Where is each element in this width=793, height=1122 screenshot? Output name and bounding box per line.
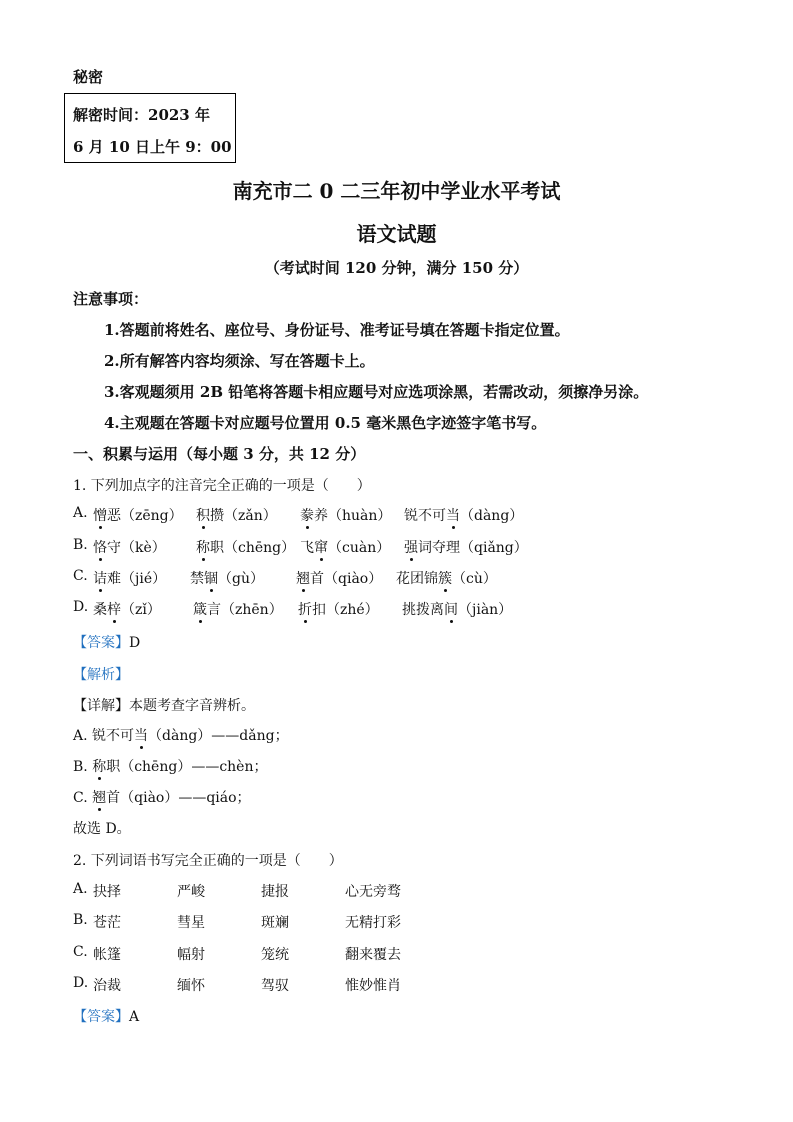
- q1-c-word-3: 翘首（qiào）: [296, 571, 383, 587]
- q2-a-word: 捷报: [261, 884, 289, 900]
- secret-label: 秘密: [73, 68, 104, 86]
- detail-text: 本题考查字音辨析。: [129, 698, 255, 714]
- notice-heading: 注意事项：: [73, 290, 149, 308]
- q1-detail-line-b: B. 称职（chēng）——chèn；: [73, 759, 268, 775]
- q2-c-word: 帐篷: [93, 947, 121, 963]
- q1-analysis-tag: 【解析】: [73, 667, 129, 683]
- q1-answer: [73, 632, 140, 652]
- option-letter: C.: [73, 568, 88, 584]
- q2-c-word: 幅射: [177, 947, 205, 963]
- detail-tag: 【详解】: [73, 698, 129, 714]
- question-2-stem: 2. 下列词语书写完全正确的一项是（ ）: [73, 853, 343, 869]
- q2-a-word: 心无旁骛: [345, 884, 401, 900]
- q2-d-word: 治裁: [93, 978, 121, 994]
- q2-option-c: C.: [73, 944, 88, 960]
- q1-c-word-4: 花团锦簇（cù）: [396, 571, 497, 587]
- q2-b-word: 无精打彩: [345, 915, 401, 931]
- answer-value: A: [129, 1009, 140, 1025]
- notice-item: 2.所有解答内容均须涂、写在答题卡上。: [104, 352, 375, 370]
- section-heading: 一、积累与运用（每小题 3 分，共 12 分）: [73, 445, 366, 463]
- exam-duration: （考试时间 120 分钟，满分 150 分）: [264, 259, 529, 277]
- q1-b-word-1: 恪守（kè）: [93, 540, 166, 556]
- release-time-line1: 解密时间：2023 年: [73, 106, 210, 124]
- option-letter: B.: [73, 537, 88, 553]
- q1-option-b: [73, 537, 88, 553]
- q1-detail-line-a: A. 锐不可当（dàng）——dǎng；: [73, 728, 289, 744]
- q2-d-word: 缅怀: [177, 978, 205, 994]
- q2-option-a: A.: [73, 881, 88, 897]
- q1-option-a: [73, 505, 88, 521]
- q1-option-c: [73, 568, 88, 584]
- q1-d-word-4: 挑拨离间（jiàn）: [402, 602, 513, 618]
- q1-c-word-1: 诘难（jié）: [93, 571, 167, 587]
- q2-b-word: 苍茫: [93, 915, 121, 931]
- q2-b-word: 斑斓: [261, 915, 289, 931]
- answer-tag: 【答案】: [73, 1009, 129, 1025]
- exam-title: 南充市二 0 二三年初中学业水平考试: [232, 179, 561, 203]
- q1-b-word-4: 强词夺理（qiǎng）: [404, 540, 528, 556]
- notice-item: 4.主观题在答题卡对应题号位置用 0.5 毫米黑色字迹签字笔书写。: [104, 414, 547, 432]
- q2-answer: [73, 1006, 139, 1026]
- option-letter: A.: [73, 505, 88, 521]
- q2-a-word: 抉择: [93, 884, 121, 900]
- q1-a-word-4: 锐不可当（dàng）: [404, 508, 524, 524]
- notice-item: 1.答题前将姓名、座位号、身份证号、准考证号填在答题卡指定位置。: [104, 321, 570, 339]
- q1-b-word-3: 飞窜（cuàn）: [300, 540, 391, 556]
- q1-b-word-2: 称职（chēng）: [196, 540, 296, 556]
- q2-a-word: 严峻: [177, 884, 205, 900]
- q1-detail: [73, 695, 255, 715]
- q2-d-word: 驾驭: [261, 978, 289, 994]
- notice-item: 3.客观题须用 2B 铅笔将答题卡相应题号对应选项涂黑，若需改动，须擦净另涂。: [104, 383, 649, 401]
- q1-d-word-1: 桑梓（zǐ）: [93, 602, 161, 618]
- q1-option-d: [73, 599, 88, 615]
- q1-c-word-2: 禁锢（gù）: [190, 571, 264, 587]
- q2-option-d: D.: [73, 975, 89, 991]
- q2-c-word: 翻来覆去: [345, 947, 401, 963]
- q1-conclusion: 故选 D。: [73, 821, 131, 837]
- release-time-line2: 6 月 10 日上午 9：00: [73, 138, 232, 156]
- q2-d-word: 惟妙惟肖: [345, 978, 401, 994]
- q2-option-b: B.: [73, 912, 88, 928]
- q1-detail-line-c: C. 翘首（qiào）——qiáo；: [73, 790, 251, 806]
- q2-b-word: 彗星: [177, 915, 205, 931]
- q2-c-word: 笼统: [261, 947, 289, 963]
- q1-d-word-3: 折扣（zhé）: [298, 602, 379, 618]
- exam-subject-title: 语文试题: [356, 222, 437, 246]
- q1-a-word-3: 豢养（huàn）: [300, 508, 392, 524]
- q1-a-word-1: 憎恶（zēng）: [93, 508, 183, 524]
- answer-value: D: [129, 635, 141, 651]
- q1-a-word-2: 积攒（zǎn）: [196, 508, 277, 524]
- answer-tag: 【答案】: [73, 635, 129, 651]
- option-letter: D.: [73, 599, 89, 615]
- q1-d-word-2: 箴言（zhēn）: [193, 602, 283, 618]
- question-1-stem: 1. 下列加点字的注音完全正确的一项是（ ）: [73, 478, 371, 494]
